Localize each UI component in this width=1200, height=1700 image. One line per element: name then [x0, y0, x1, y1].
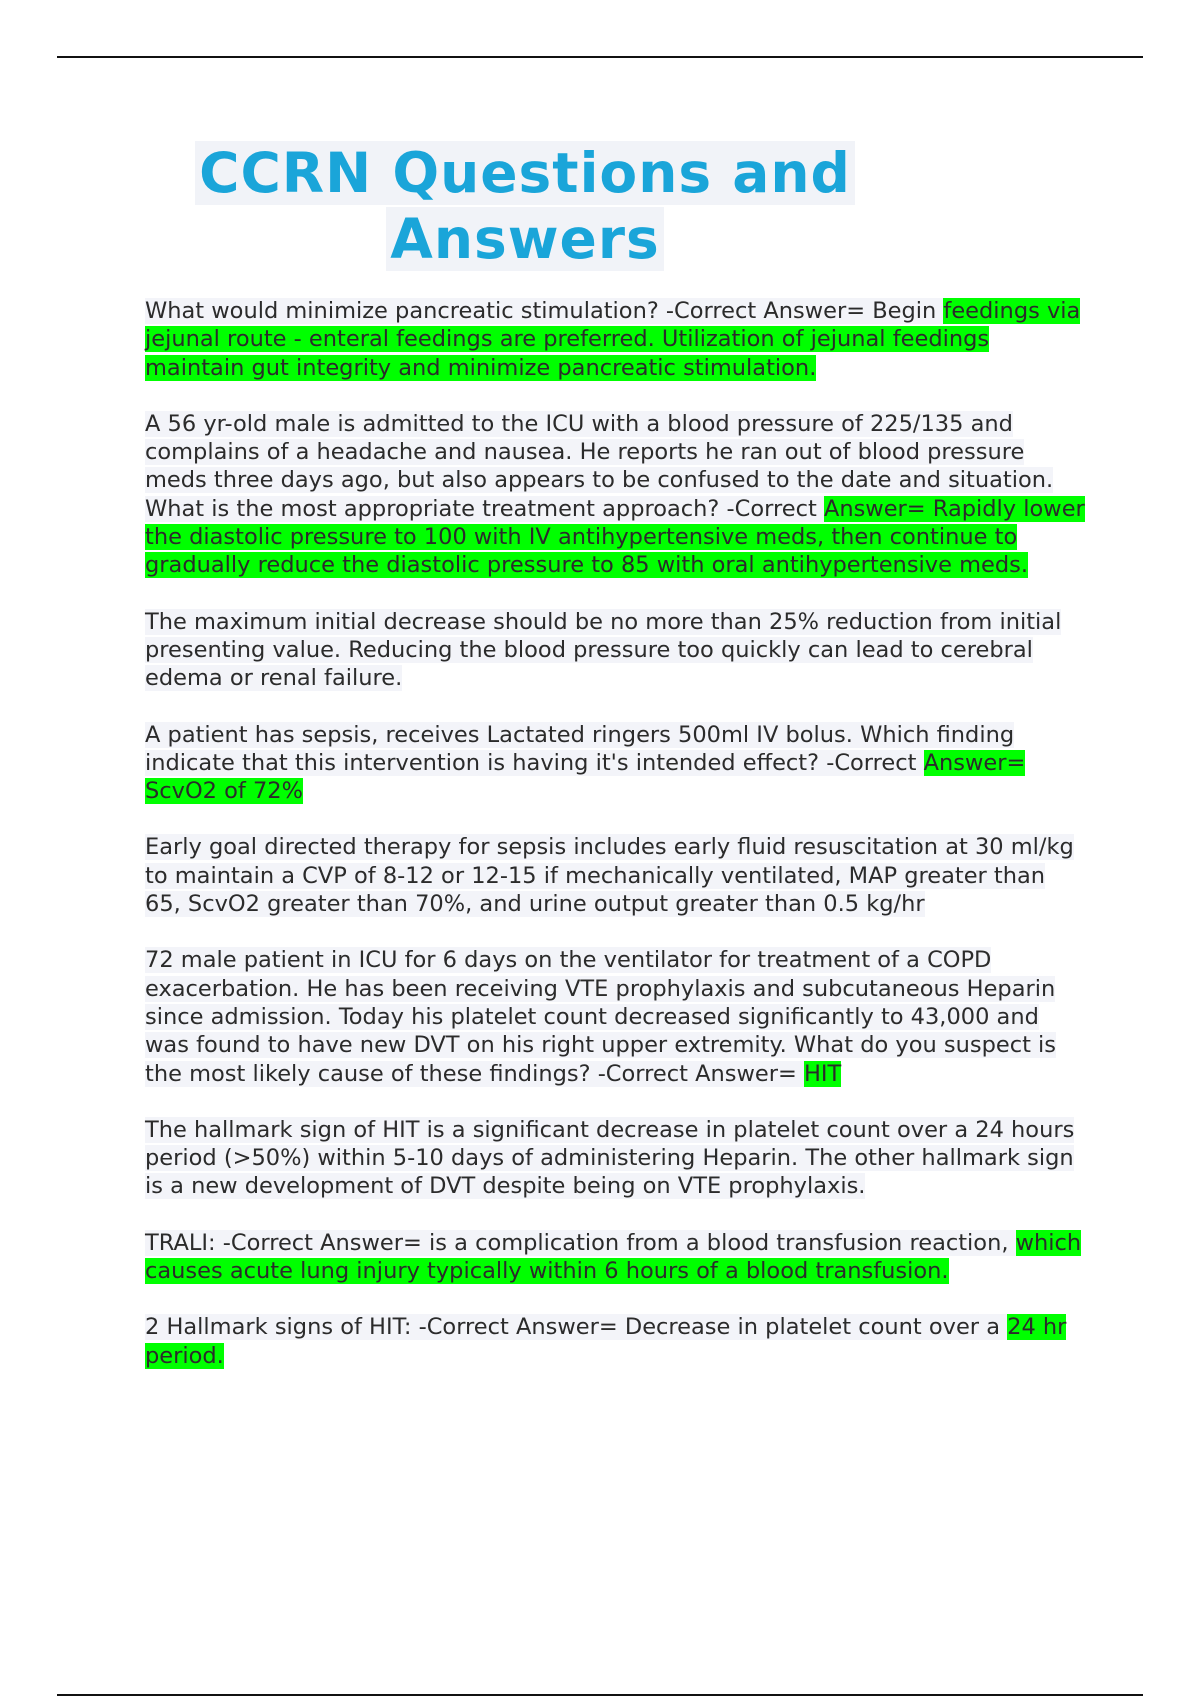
qa-paragraph-2	[145, 410, 1085, 580]
title-line-2: Answers	[386, 207, 663, 271]
qa-paragraph-8	[145, 1229, 1085, 1286]
answer-highlight: HIT	[803, 1060, 842, 1087]
bottom-rule	[57, 1694, 1143, 1696]
explanation-text: Early goal directed therapy for sepsis includes early fluid resuscitation at 30 ml/kg to maintain a CVP of 8-12 or 12-15 if mechanically ventilated, MAP greater than 65, ScvO2 greater than 70%, and urine output greater than 0.5 kg/hr	[145, 834, 1074, 918]
qa-paragraph-6	[145, 946, 1085, 1087]
qa-paragraph-1	[145, 297, 1085, 382]
answer-highlight: 24 hr period.	[145, 1314, 1067, 1369]
question-text: 72 male patient in ICU for 6 days on the ventilator for treatment of a COPD exacerbation. He has been receiving VTE prophylaxis and subcutaneous Heparin since admission. Today his platelet count decreased significantly to 43,000 and was found to have new DVT on his right upper extremity. What do you suspect is the most likely cause of these findings? -Correct Answer=	[145, 947, 1057, 1087]
qa-content	[145, 297, 1085, 1398]
title-line-1: CCRN Questions and	[195, 141, 855, 205]
explanation-text: The hallmark sign of HIT is a significant decrease in platelet count over a 24 hours period (>50%) within 5-10 days of administering Heparin. The other hallmark sign is a new development of DVT despite being on VTE prophylaxis.	[145, 1116, 1075, 1200]
top-rule	[57, 56, 1143, 58]
explanation-text: The maximum initial decrease should be no more than 25% reduction from initial presenting value. Reducing the blood pressure too quickly can lead to cerebral edema or renal failure.	[145, 608, 1062, 692]
answer-highlight: which causes acute lung injury typically within 6 hours of a blood transfusion.	[145, 1229, 1082, 1285]
answer-highlight: Answer= ScvO2 of 72%	[145, 749, 1026, 805]
question-text: 2 Hallmark signs of HIT: -Correct Answer= Decrease in platelet count over a	[145, 1314, 1008, 1341]
qa-paragraph-4	[145, 721, 1085, 806]
answer-highlight: feedings via jejunal route - enteral feedings are preferred. Utilization of jejunal feedings maintain gut integrity and minimize pancreatic stimulation.	[145, 298, 1081, 381]
qa-paragraph-3	[145, 608, 1085, 693]
question-text: What would minimize pancreatic stimulation? -Correct Answer= Begin	[145, 298, 944, 324]
answer-highlight: Answer= Rapidly lower the diastolic pressure to 100 with IV antihypertensive meds, then continue to gradually reduce the diastolic pressure to 85 with oral antihypertensive meds.	[145, 495, 1085, 579]
qa-paragraph-7	[145, 1116, 1085, 1201]
question-text: TRALI: -Correct Answer= is a complication from a blood transfusion reaction,	[145, 1229, 1016, 1256]
qa-paragraph-5	[145, 833, 1085, 918]
qa-paragraph-9	[145, 1313, 1085, 1370]
page-title	[195, 140, 855, 272]
question-text: A patient has sepsis, receives Lactated ringers 500ml IV bolus. Which finding indicate that this intervention is having it's intended effect? -Correct	[145, 721, 1015, 776]
question-text: A 56 yr-old male is admitted to the ICU with a blood pressure of 225/135 and complains of a headache and nausea. He reports he ran out of blood pressure meds three days ago, but also appears to be confused to the date and situation. What is the most appropriate treatment approach? -Correct	[145, 410, 1054, 522]
